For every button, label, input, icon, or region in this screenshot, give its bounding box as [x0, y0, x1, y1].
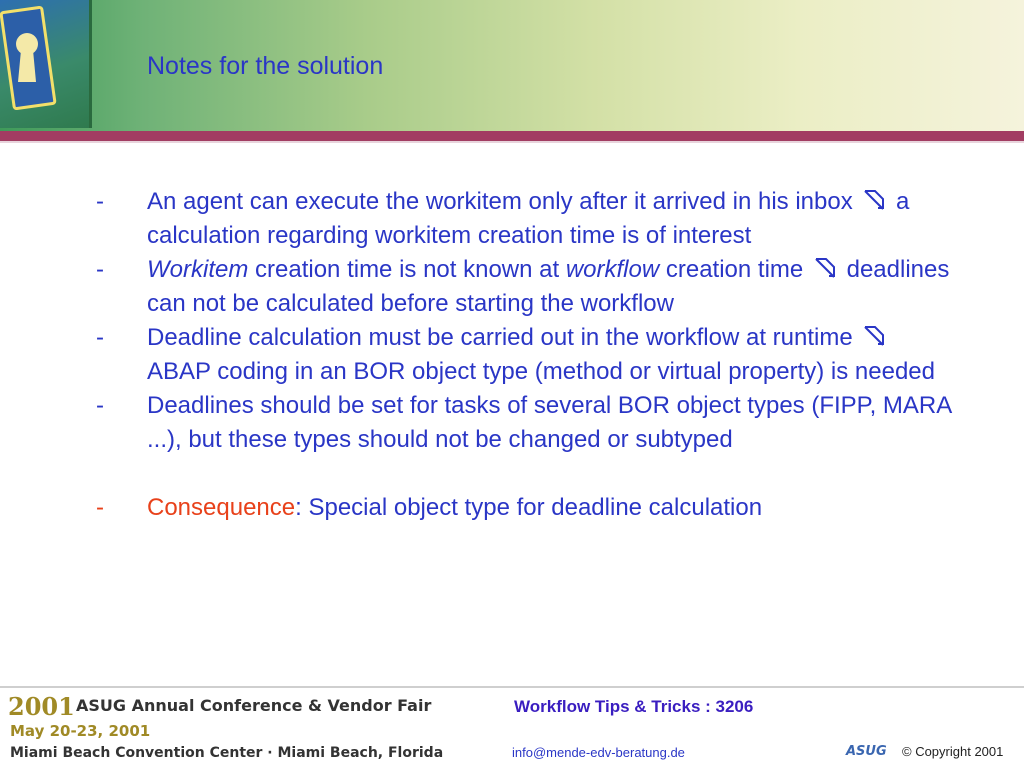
- bullet-text: deadlines can not be calculated before starting the workflow: [147, 256, 950, 317]
- header-divider: [0, 131, 1024, 141]
- implies-arrow-icon: [862, 323, 886, 347]
- bullet-text: workflow: [565, 256, 660, 283]
- bullet-item: [96, 321, 956, 389]
- bullet-text: Consequence: [147, 494, 296, 521]
- footer-divider: [0, 686, 1024, 688]
- bullet-dash: -: [96, 324, 104, 351]
- bullet-list: [96, 185, 956, 525]
- keyhole-icon: [12, 30, 42, 86]
- asug-logo: ASUG: [846, 744, 887, 759]
- bullet-text: An agent can execute the workitem only after it arrived in his inbox: [147, 188, 860, 215]
- bullet-dash: -: [96, 256, 104, 283]
- bullet-item: [96, 253, 956, 321]
- conference-dates: May 20-23, 2001: [10, 722, 151, 740]
- bullet-dash: -: [96, 188, 104, 215]
- slide-title: Notes for the solution: [147, 52, 384, 80]
- implies-arrow-icon: [813, 255, 837, 279]
- bullet-dash: -: [96, 494, 104, 521]
- bullet-dash: -: [96, 392, 104, 419]
- bullet-item: [96, 185, 956, 253]
- bullet-text: ABAP coding in an BOR object type (method or virtual property) is needed: [147, 358, 935, 385]
- bullet-text: : Special object type for deadline calculation: [295, 494, 763, 521]
- conference-name: ASUG Annual Conference & Vendor Fair: [76, 696, 432, 715]
- bullet-text: Deadlines should be set for tasks of several BOR object types (FIPP, MARA ...), but these types should not be changed or subtyped: [147, 392, 951, 453]
- conference-year: 2001: [8, 692, 75, 721]
- bullet-text: creation time: [659, 256, 810, 283]
- copyright-notice: © Copyright 2001: [902, 744, 1004, 759]
- conference-venue: Miami Beach Convention Center · Miami Beach, Florida: [10, 745, 444, 761]
- bullet-item: [96, 491, 956, 525]
- bullet-text: Workitem: [147, 256, 249, 283]
- contact-email-link[interactable]: info@mende-edv-beratung.de: [512, 745, 685, 760]
- bullet-text: a calculation regarding workitem creation time is of interest: [147, 188, 910, 249]
- bullet-text: creation time is not known at: [248, 256, 566, 283]
- bullet-text: Deadline calculation must be carried out in the workflow at runtime: [147, 324, 860, 351]
- keyhole-logo: [0, 0, 92, 128]
- session-title: Workflow Tips & Tricks : 3206: [514, 697, 754, 716]
- bullet-item: [96, 389, 956, 457]
- implies-arrow-icon: [862, 187, 886, 211]
- header-divider-shadow: [0, 141, 1024, 143]
